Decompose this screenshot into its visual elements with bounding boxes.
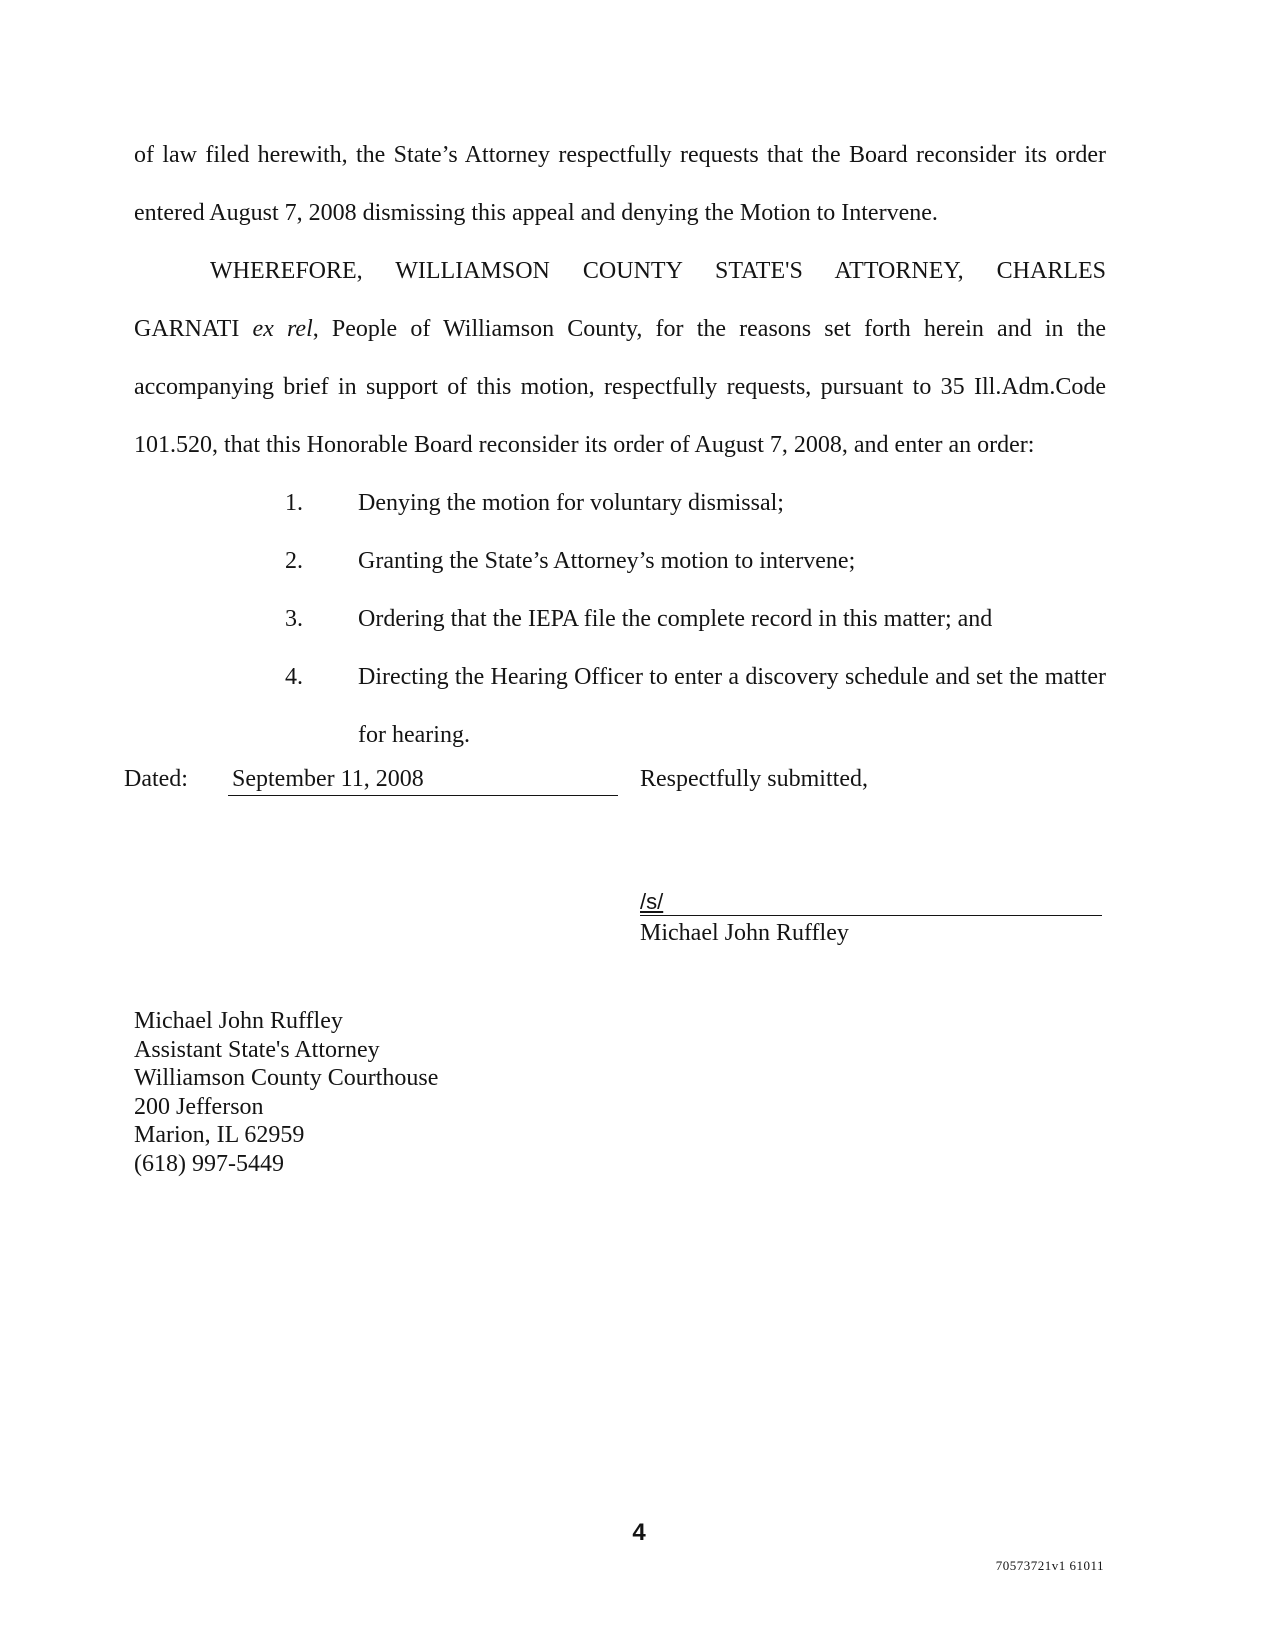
ex-rel-italic: ex rel xyxy=(252,316,313,342)
address-street: 200 Jefferson xyxy=(134,1093,264,1120)
list-item xyxy=(134,590,1106,648)
list-item-text: Granting the State’s Attorney’s motion to intervene; xyxy=(358,548,856,574)
dated-row xyxy=(124,766,1104,802)
page-number: 4 xyxy=(632,1519,646,1546)
dated-label: Dated: xyxy=(124,766,188,792)
paragraph-continuation: of law filed herewith, the State’s Attorney respectfully requests that the Board reconsider its order entered August 7, 2008 dismissing this appeal and denying the Motion to Intervene. xyxy=(134,142,1106,226)
address-city: Marion, IL 62959 xyxy=(134,1122,305,1149)
closing-text: Respectfully submitted, xyxy=(640,766,868,792)
wherefore-body xyxy=(134,300,1106,474)
list-item-text: Ordering that the IEPA file the complete record in this matter; and xyxy=(358,606,993,632)
wherefore-paragraph xyxy=(134,242,1106,474)
address-phone: (618) 997-5449 xyxy=(134,1150,284,1177)
list-item xyxy=(134,474,1106,532)
list-item-text: Directing the Hearing Officer to enter a discovery schedule and set the matter for hearing. xyxy=(358,664,1106,748)
wherefore-first-line: WHEREFORE, WILLIAMSON COUNTY STATE'S ATTORNEY, CHARLES xyxy=(210,258,1106,284)
list-item xyxy=(134,648,1106,764)
order-list xyxy=(134,474,1106,764)
signature-block xyxy=(640,885,1102,948)
address-title: Assistant State's Attorney xyxy=(134,1036,380,1063)
signer-name: Michael John Ruffley xyxy=(640,920,849,946)
dated-value: September 11, 2008 xyxy=(228,766,618,796)
address-building: Williamson County Courthouse xyxy=(134,1065,439,1092)
wherefore-rest: , People of Williamson County, for the reasons set forth herein and in the accompanying brief in support of this motion, respectfully requests, pursuant to 35 Ill.Adm.Code 101.520, that this Honorable Board reconsider its order of August 7, 2008, and enter an order: xyxy=(134,316,1107,458)
list-item-number: 2. xyxy=(285,548,303,574)
address-name: Michael John Ruffley xyxy=(134,1008,343,1034)
list-item-number: 3. xyxy=(285,606,303,632)
document-id: 70573721v1 61011 xyxy=(995,1558,1104,1573)
list-item-number: 1. xyxy=(285,490,303,516)
list-item-number: 4. xyxy=(285,664,303,690)
address-block xyxy=(134,1007,438,1179)
signature-line: /s/ xyxy=(640,885,1102,916)
list-item xyxy=(134,532,1106,590)
list-item-text: Denying the motion for voluntary dismissal; xyxy=(358,490,784,516)
wherefore-pre-italic: GARNATI xyxy=(134,316,253,342)
